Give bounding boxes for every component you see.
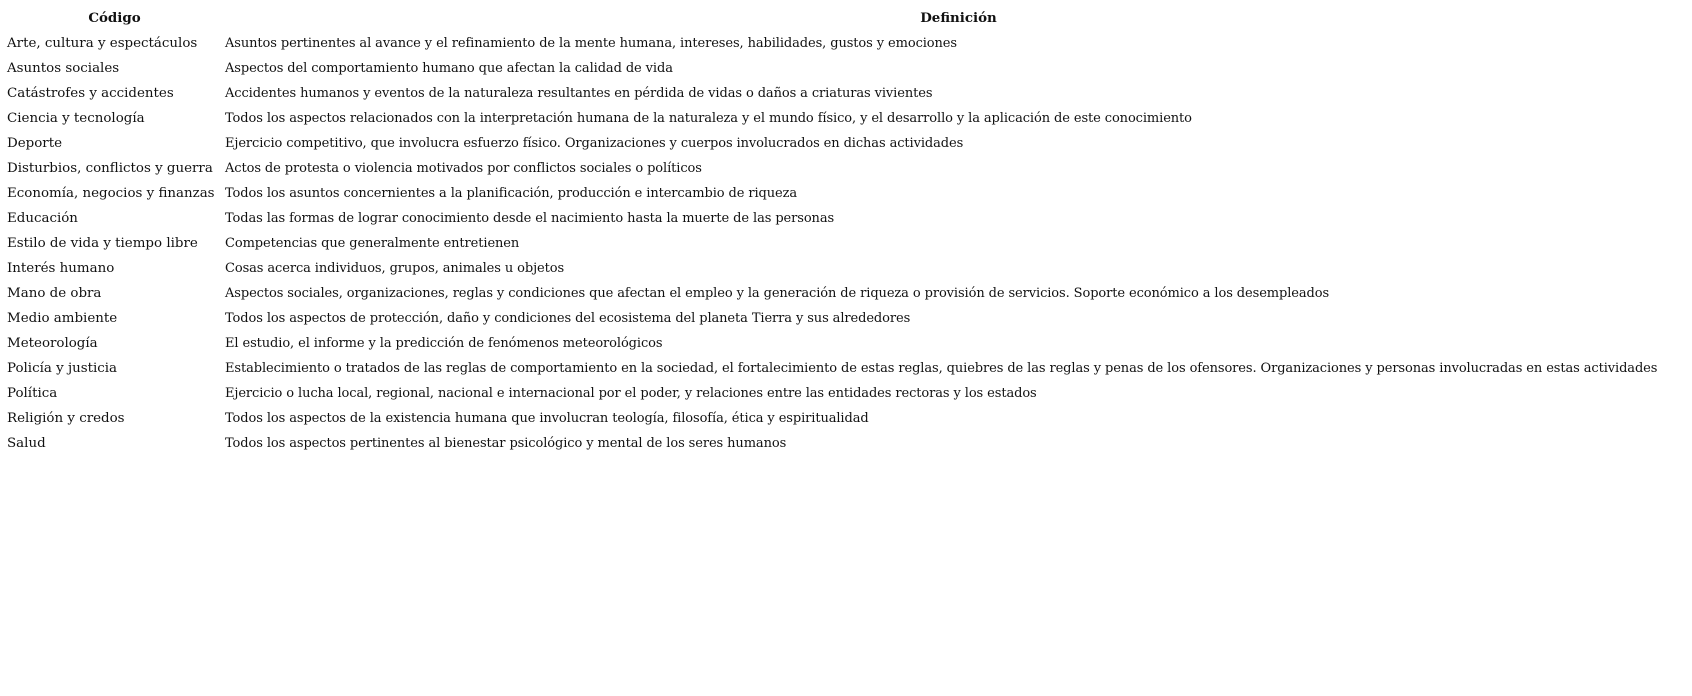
row-definition: Actos de protesta o violencia motivados por conflictos sociales o políticos xyxy=(225,161,702,176)
row-definition: Todos los aspectos de la existencia humana que involucran teología, filosofía, ética y espiritualidad xyxy=(225,411,869,426)
row-definition: Asuntos pertinentes al avance y el refinamiento de la mente humana, intereses, habilidades, gustos y emociones xyxy=(225,36,957,51)
table-row xyxy=(4,331,1692,356)
row-code: Disturbios, conflictos y guerra xyxy=(7,161,213,176)
row-definition: Aspectos sociales, organizaciones, reglas y condiciones que afectan el empleo y la generación de riqueza o provisión de servicios. Soporte económico a los desempleados xyxy=(225,286,1330,301)
code-definition-table xyxy=(4,6,1692,456)
row-code: Arte, cultura y espectáculos xyxy=(7,36,198,51)
table-header-row xyxy=(4,6,1692,31)
table-row xyxy=(4,81,1692,106)
table-row xyxy=(4,131,1692,156)
table-row xyxy=(4,256,1692,281)
row-definition: Todos los aspectos relacionados con la interpretación humana de la naturaleza y el mundo físico, y el desarrollo y la aplicación de este conocimiento xyxy=(225,111,1192,126)
table-row xyxy=(4,181,1692,206)
row-code: Medio ambiente xyxy=(7,311,118,326)
table-row xyxy=(4,106,1692,131)
row-code: Ciencia y tecnología xyxy=(7,111,145,126)
row-code: Educación xyxy=(7,211,78,226)
row-code: Meteorología xyxy=(7,336,98,351)
row-code: Interés humano xyxy=(7,261,115,276)
table-row xyxy=(4,156,1692,181)
row-definition: Ejercicio competitivo, que involucra esfuerzo físico. Organizaciones y cuerpos involucrados en dichas actividades xyxy=(225,136,964,151)
table-row xyxy=(4,56,1692,81)
row-definition: Aspectos del comportamiento humano que afectan la calidad de vida xyxy=(225,61,673,76)
row-definition: Ejercicio o lucha local, regional, nacional e internacional por el poder, y relaciones entre las entidades rectoras y los estados xyxy=(225,386,1037,401)
row-code: Economía, negocios y finanzas xyxy=(7,186,215,201)
row-code: Mano de obra xyxy=(7,286,102,301)
row-code: Policía y justicia xyxy=(7,361,118,376)
row-definition: Todos los asuntos concernientes a la planificación, producción e intercambio de riqueza xyxy=(225,186,798,201)
table-row xyxy=(4,406,1692,431)
table-row xyxy=(4,206,1692,231)
table-row xyxy=(4,431,1692,456)
table-row xyxy=(4,356,1692,381)
row-code: Estilo de vida y tiempo libre xyxy=(7,236,198,251)
table-row xyxy=(4,381,1692,406)
row-definition: Accidentes humanos y eventos de la naturaleza resultantes en pérdida de vidas o daños a criaturas vivientes xyxy=(225,86,933,101)
header-definition: Definición xyxy=(920,10,997,26)
row-code: Política xyxy=(7,386,58,401)
table-row xyxy=(4,31,1692,56)
row-code: Deporte xyxy=(7,136,63,151)
row-definition: El estudio, el informe y la predicción de fenómenos meteorológicos xyxy=(225,336,663,351)
row-code: Catástrofes y accidentes xyxy=(7,86,174,101)
row-definition: Establecimiento o tratados de las reglas de comportamiento en la sociedad, el fortalecimiento de estas reglas, quiebres de las reglas y penas de los ofensores. Organizaciones y personas involucradas en estas actividades xyxy=(225,361,1658,376)
row-definition: Todas las formas de lograr conocimiento desde el nacimiento hasta la muerte de las personas xyxy=(225,211,835,226)
row-definition: Todos los aspectos pertinentes al bienestar psicológico y mental de los seres humanos xyxy=(225,436,787,451)
header-code: Código xyxy=(88,10,141,26)
table-row xyxy=(4,281,1692,306)
row-definition: Todos los aspectos de protección, daño y condiciones del ecosistema del planeta Tierra y sus alrededores xyxy=(225,311,911,326)
table-row xyxy=(4,231,1692,256)
table-body xyxy=(4,31,1692,456)
row-definition: Competencias que generalmente entretienen xyxy=(225,236,520,251)
table-row xyxy=(4,306,1692,331)
row-code: Religión y credos xyxy=(7,411,125,426)
row-code: Asuntos sociales xyxy=(7,61,120,76)
row-code: Salud xyxy=(7,436,46,451)
row-definition: Cosas acerca individuos, grupos, animales u objetos xyxy=(225,261,565,276)
